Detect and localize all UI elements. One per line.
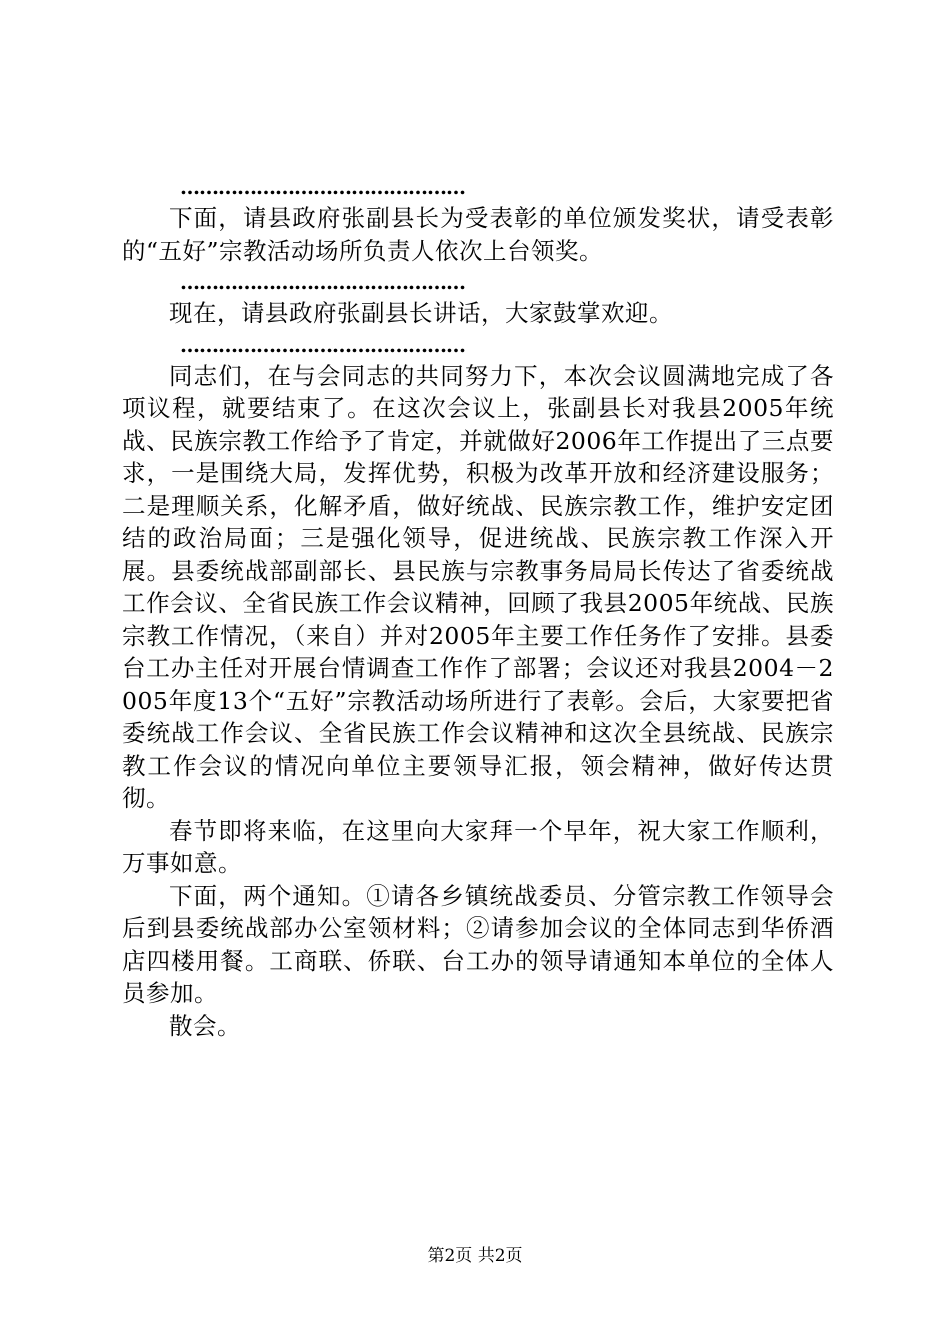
separator-dots: ………………………………………	[180, 175, 465, 199]
paragraph-notices: 下面，两个通知。①请各乡镇统战委员、分管宗教工作领导会后到县委统战部办公室领材料；②请参加会议的全体同志到华侨酒店四楼用餐。工商联、侨联、台工办的领导请通知本单位的全体人员参加。	[122, 881, 834, 1007]
separator-dots: ………………………………………	[180, 270, 465, 294]
paragraph-spring-festival: 春节即将来临，在这里向大家拜一个早年，祝大家工作顺利，万事如意。	[122, 816, 834, 877]
document-body	[122, 172, 834, 1042]
paragraph-adjourn: 散会。	[169, 1011, 241, 1040]
paragraph-meeting-summary: 同志们，在与会同志的共同努力下，本次会议圆满地完成了各项议程，就要结束了。在这次会议上，张副县长对我县2005年统战、民族宗教工作给予了肯定，并就做好2006年工作提出了三点要求，一是围绕大局，发挥优势，积极为改革开放和经济建设服务；二是理顺关系，化解矛盾，做好统战、民族宗教工作，维护安定团结的政治局面；三是强化领导，促进统战、民族宗教工作深入开展。县委统战部副部长、县民族与宗教事务局局长传达了省委统战工作会议、全省民族工作会议精神，回顾了我县2005年统战、民族宗教工作情况，（来自）并对2005年主要工作任务作了安排。县委台工办主任对开展台情调查工作作了部署；会议还对我县2004－2005年度13个“五好”宗教活动场所进行了表彰。会后，大家要把省委统战工作会议、全省民族工作会议精神和这次全县统战、民族宗教工作会议的情况向单位主要领导汇报，领会精神，做好传达贯彻。	[122, 361, 834, 812]
page-number-footer: 第2页 共2页	[427, 1246, 523, 1266]
paragraph-award-ceremony: 下面，请县政府张副县长为受表彰的单位颁发奖状，请受表彰的“五好”宗教活动场所负责人依次上台领奖。	[122, 204, 834, 265]
paragraph-speech-invite: 现在，请县政府张副县长讲话，大家鼓掌欢迎。	[169, 299, 673, 327]
separator-dots: ………………………………………	[180, 332, 465, 357]
